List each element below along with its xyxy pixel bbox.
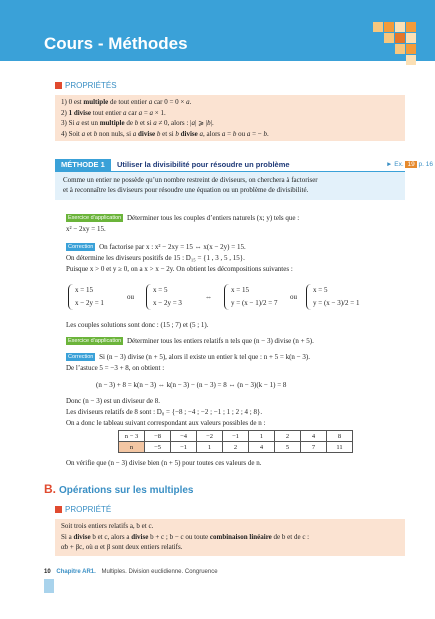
chapter-title: Multiples. Division euclidienne. Congruence [101, 569, 218, 575]
methode-intro: Comme un entier ne possède qu’un nombre restreint de diviseurs, on cherchera à factoriser et à reconnaître les diviseurs pour résoudre une équation ou un problème de divisibilité. [55, 172, 405, 200]
exercise-statement: Exercice d’application Déterminer tous les couples d’entiers naturels (x; y) tels que : [68, 214, 300, 222]
correction-line: Correction Si (n − 3) divise (n + 5), alors il existe un entier k tel que : n + 5 = k(n − 3). [68, 353, 310, 361]
ou-word: ou [290, 293, 297, 301]
correction-equation: (n − 3) + 8 = k(n − 3) ⇔ k(n − 3) − (n − 3) = 8 ⇔ (n − 3)(k − 1) = 8 [96, 381, 287, 389]
system-1: x = 15 x − 2y = 1 [68, 284, 104, 310]
ou-word: ou [127, 293, 134, 301]
table-row: n −5 −1 1 2 4 5 7 11 [119, 442, 353, 453]
exercise-tag: Exercice d’application [68, 338, 122, 344]
propriete-item: 3) Si a est un multiple de b et si a ≠ 0, alors : |a| ⩾ |b|. [61, 119, 214, 127]
correction-line: Correction On factorise par x : x² − 2xy = 15 ⇔ x(x − 2y) = 15. [68, 243, 246, 251]
exercise-equation: x² − 2xy = 15. [66, 225, 106, 233]
correction-line: De l’astuce 5 = −3 + 8, on obtient : [66, 364, 165, 372]
proprietes-box [55, 95, 405, 141]
correction-tag: Correction [68, 354, 94, 360]
propriete-item: 2) 1 divise tout entier a car a = a × 1. [61, 108, 166, 117]
correction-tag: Correction [68, 244, 94, 250]
page-header [0, 0, 435, 61]
values-table [118, 430, 353, 453]
page-number: 10 [44, 569, 51, 575]
proprietes-heading: PROPRIÉTÉS [55, 81, 117, 90]
propriete-heading: PROPRIÉTÉ [55, 505, 111, 514]
equivalence-symbol: ⇔ [205, 293, 212, 301]
correction-line: Donc (n − 3) est un diviseur de 8. [66, 397, 160, 405]
correction-line: Puisque x > 0 et y ≥ 0, on a x > x − 2y. On obtient les décompositions suivantes : [66, 265, 293, 273]
exercise-tag: Exercice d’application [68, 215, 122, 221]
methode-title: Utiliser la divisibilité pour résoudre un problème [117, 160, 290, 169]
decorative-squares [373, 22, 417, 66]
square-bullet-icon [55, 82, 62, 89]
chapter-label: Chapitre AR1. [56, 569, 96, 575]
exercise-statement: Exercice d’application Déterminer tous les entiers relatifs n tels que (n − 3) divise (n + 5). [68, 337, 314, 345]
exercise-reference[interactable]: ► Ex. 19 p. 16 [386, 161, 433, 168]
propriete-item: 1) 0 est multiple de tout entier a car 0 = 0 × a. [61, 98, 192, 106]
system-2: x = 5 x − 2y = 3 [146, 284, 182, 310]
page-footer [44, 569, 218, 575]
system-4: x = 5 y = (x − 3)/2 = 1 [306, 284, 359, 310]
correction-line: Les diviseurs relatifs de 8 sont : D₈ = {−8 ; −4 ; −2 ; −1 ; 1 ; 2 ; 4 ; 8}. [66, 408, 263, 416]
methode-tag: MÉTHODE 1 [55, 159, 111, 171]
table-header-cell: n [119, 442, 145, 453]
page-title: Cours - Méthodes [44, 34, 188, 53]
propriete-item: 4) Soit a et b non nuls, si a divise b et si b divise a, alors a = b ou a = − b. [61, 129, 269, 138]
correction-line: On vérifie que (n − 3) divise bien (n + 5) pour toutes ces valeurs de n. [66, 459, 262, 467]
correction-line: On détermine les diviseurs positifs de 15 : D₁₅ = {1 , 3 , 5 , 15}. [66, 254, 245, 262]
section-title: B. Opérations sur les multiples [44, 482, 194, 496]
table-row: n − 3 −8 −4 −2 −1 1 2 4 8 [119, 431, 353, 442]
footer-decoration [44, 579, 54, 593]
exercise-conclusion: Les couples solutions sont donc : (15 ; 7) et (5 ; 1). [66, 321, 209, 329]
system-3: x = 15 y = (x − 1)/2 = 7 [224, 284, 277, 310]
methode-header [55, 159, 433, 171]
correction-line: On a donc le tableau suivant correspondant aux valeurs possibles de n : [66, 419, 266, 427]
square-bullet-icon [55, 506, 62, 513]
propriete-box: Soit trois entiers relatifs a, b et c. Si a divise b et c, alors a divise b + c ; b − c ou toute combinaison linéaire de b et de c : αb + βc, où α et β sont deux entiers relatifs. [55, 519, 405, 556]
table-header-cell: n − 3 [119, 431, 145, 442]
